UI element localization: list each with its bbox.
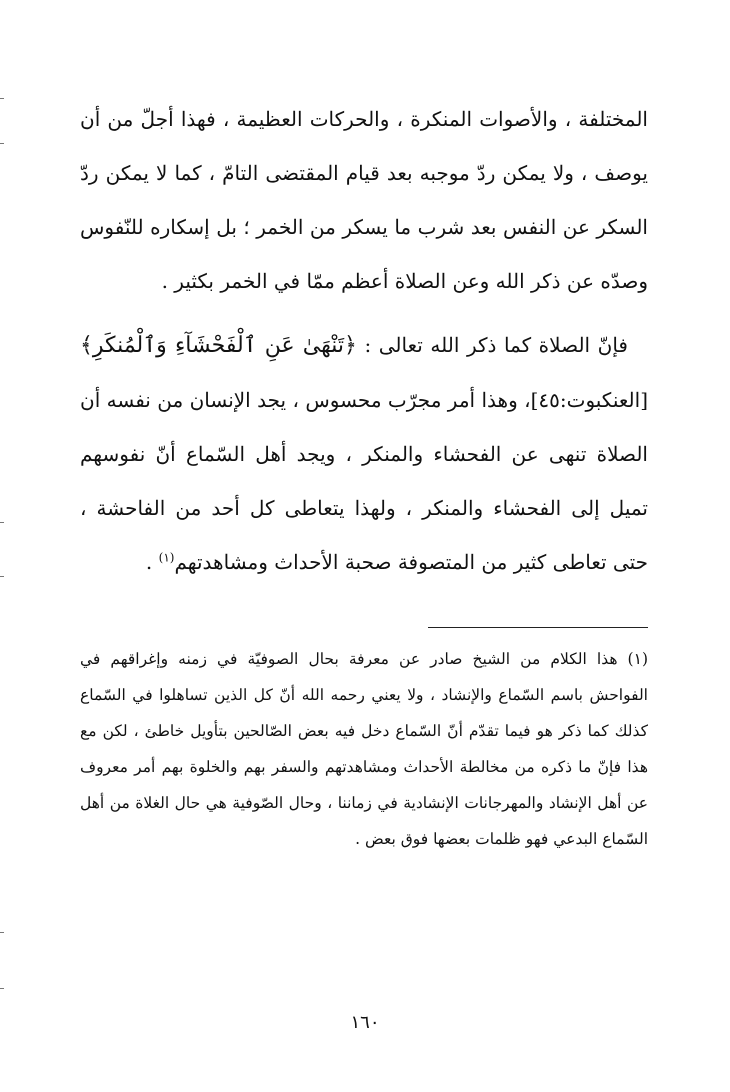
footnote-reference: (١) bbox=[158, 550, 175, 565]
margin-tick bbox=[0, 988, 4, 989]
footnote bbox=[80, 641, 648, 857]
margin-tick bbox=[0, 522, 4, 523]
page-number: ١٦٠ bbox=[350, 1012, 380, 1033]
quran-verse: ﴿تَنْهَىٰ عَنِ ٱلْفَحْشَآءِ وَٱلْمُنكَرِ﴾ bbox=[80, 333, 357, 358]
paragraph-2-intro: فإنّ الصلاة كما ذكر الله تعالى : bbox=[356, 333, 628, 357]
margin-tick bbox=[0, 98, 4, 99]
margin-tick bbox=[0, 143, 4, 144]
footnote-text: هذا الكلام من الشيخ صادر عن معرفة بحال الصوفيّة في زمنه وإغراقهم في الفواحش باسم السّماع والإنشاد ، ولا يعني رحمه الله أنّ كل الذين تساهلوا في السّماع كذلك كما ذكر هو فيما تقدّم أنّ السّماع دخل فيه بعض الصّالحين بتأويل خاطئ ، لكن مع هذا فإنّ ما ذكره من مخالطة الأحداث ومشاهدتهم والسفر بهم والخلوة بهم أمر معروف عن أهل الإنشاد والمهرجانات الإنشادية في زماننا ، وحال الصّوفية هي حال الغلاة من أهل السّماع البدعي فهو ظلمات بعضها فوق بعض . bbox=[80, 650, 648, 848]
footnote-mark: (١) bbox=[627, 650, 648, 668]
paragraph-2-body: [العنكبوت:٤٥]، وهذا أمر مجرّب محسوس ، يجد الإنسان من نفسه أن الصلاة تنهى عن الفحشاء والمنكر ، ويجد أهل السّماع أنّ نفوسهم تميل إلى الفحشاء والمنكر ، ولهذا يتعاطى كل أحد من الفاحشة ، حتى تعاطى كثير من المتصوفة صحبة الأحداث ومشاهدتهم bbox=[80, 388, 648, 574]
paragraph-1: المختلفة ، والأصوات المنكرة ، والحركات العظيمة ، فهذا أجلّ من أن يوصف ، ولا يمكن ردّ موجبه بعد قيام المقتضى التامّ ، كما لا يمكن ردّ السكر عن النفس بعد شرب ما يسكر من الخمر ؛ بل إسكاره للنّفوس وصدّه عن ذكر الله وعن الصلاة أعظم ممّا في الخمر بكثير . bbox=[80, 107, 648, 293]
paragraph-2-end: . bbox=[145, 550, 159, 574]
margin-tick bbox=[0, 932, 4, 933]
paragraph-2 bbox=[80, 318, 648, 589]
footnote-separator bbox=[428, 627, 648, 628]
margin-tick bbox=[0, 576, 4, 577]
main-text bbox=[80, 92, 648, 589]
